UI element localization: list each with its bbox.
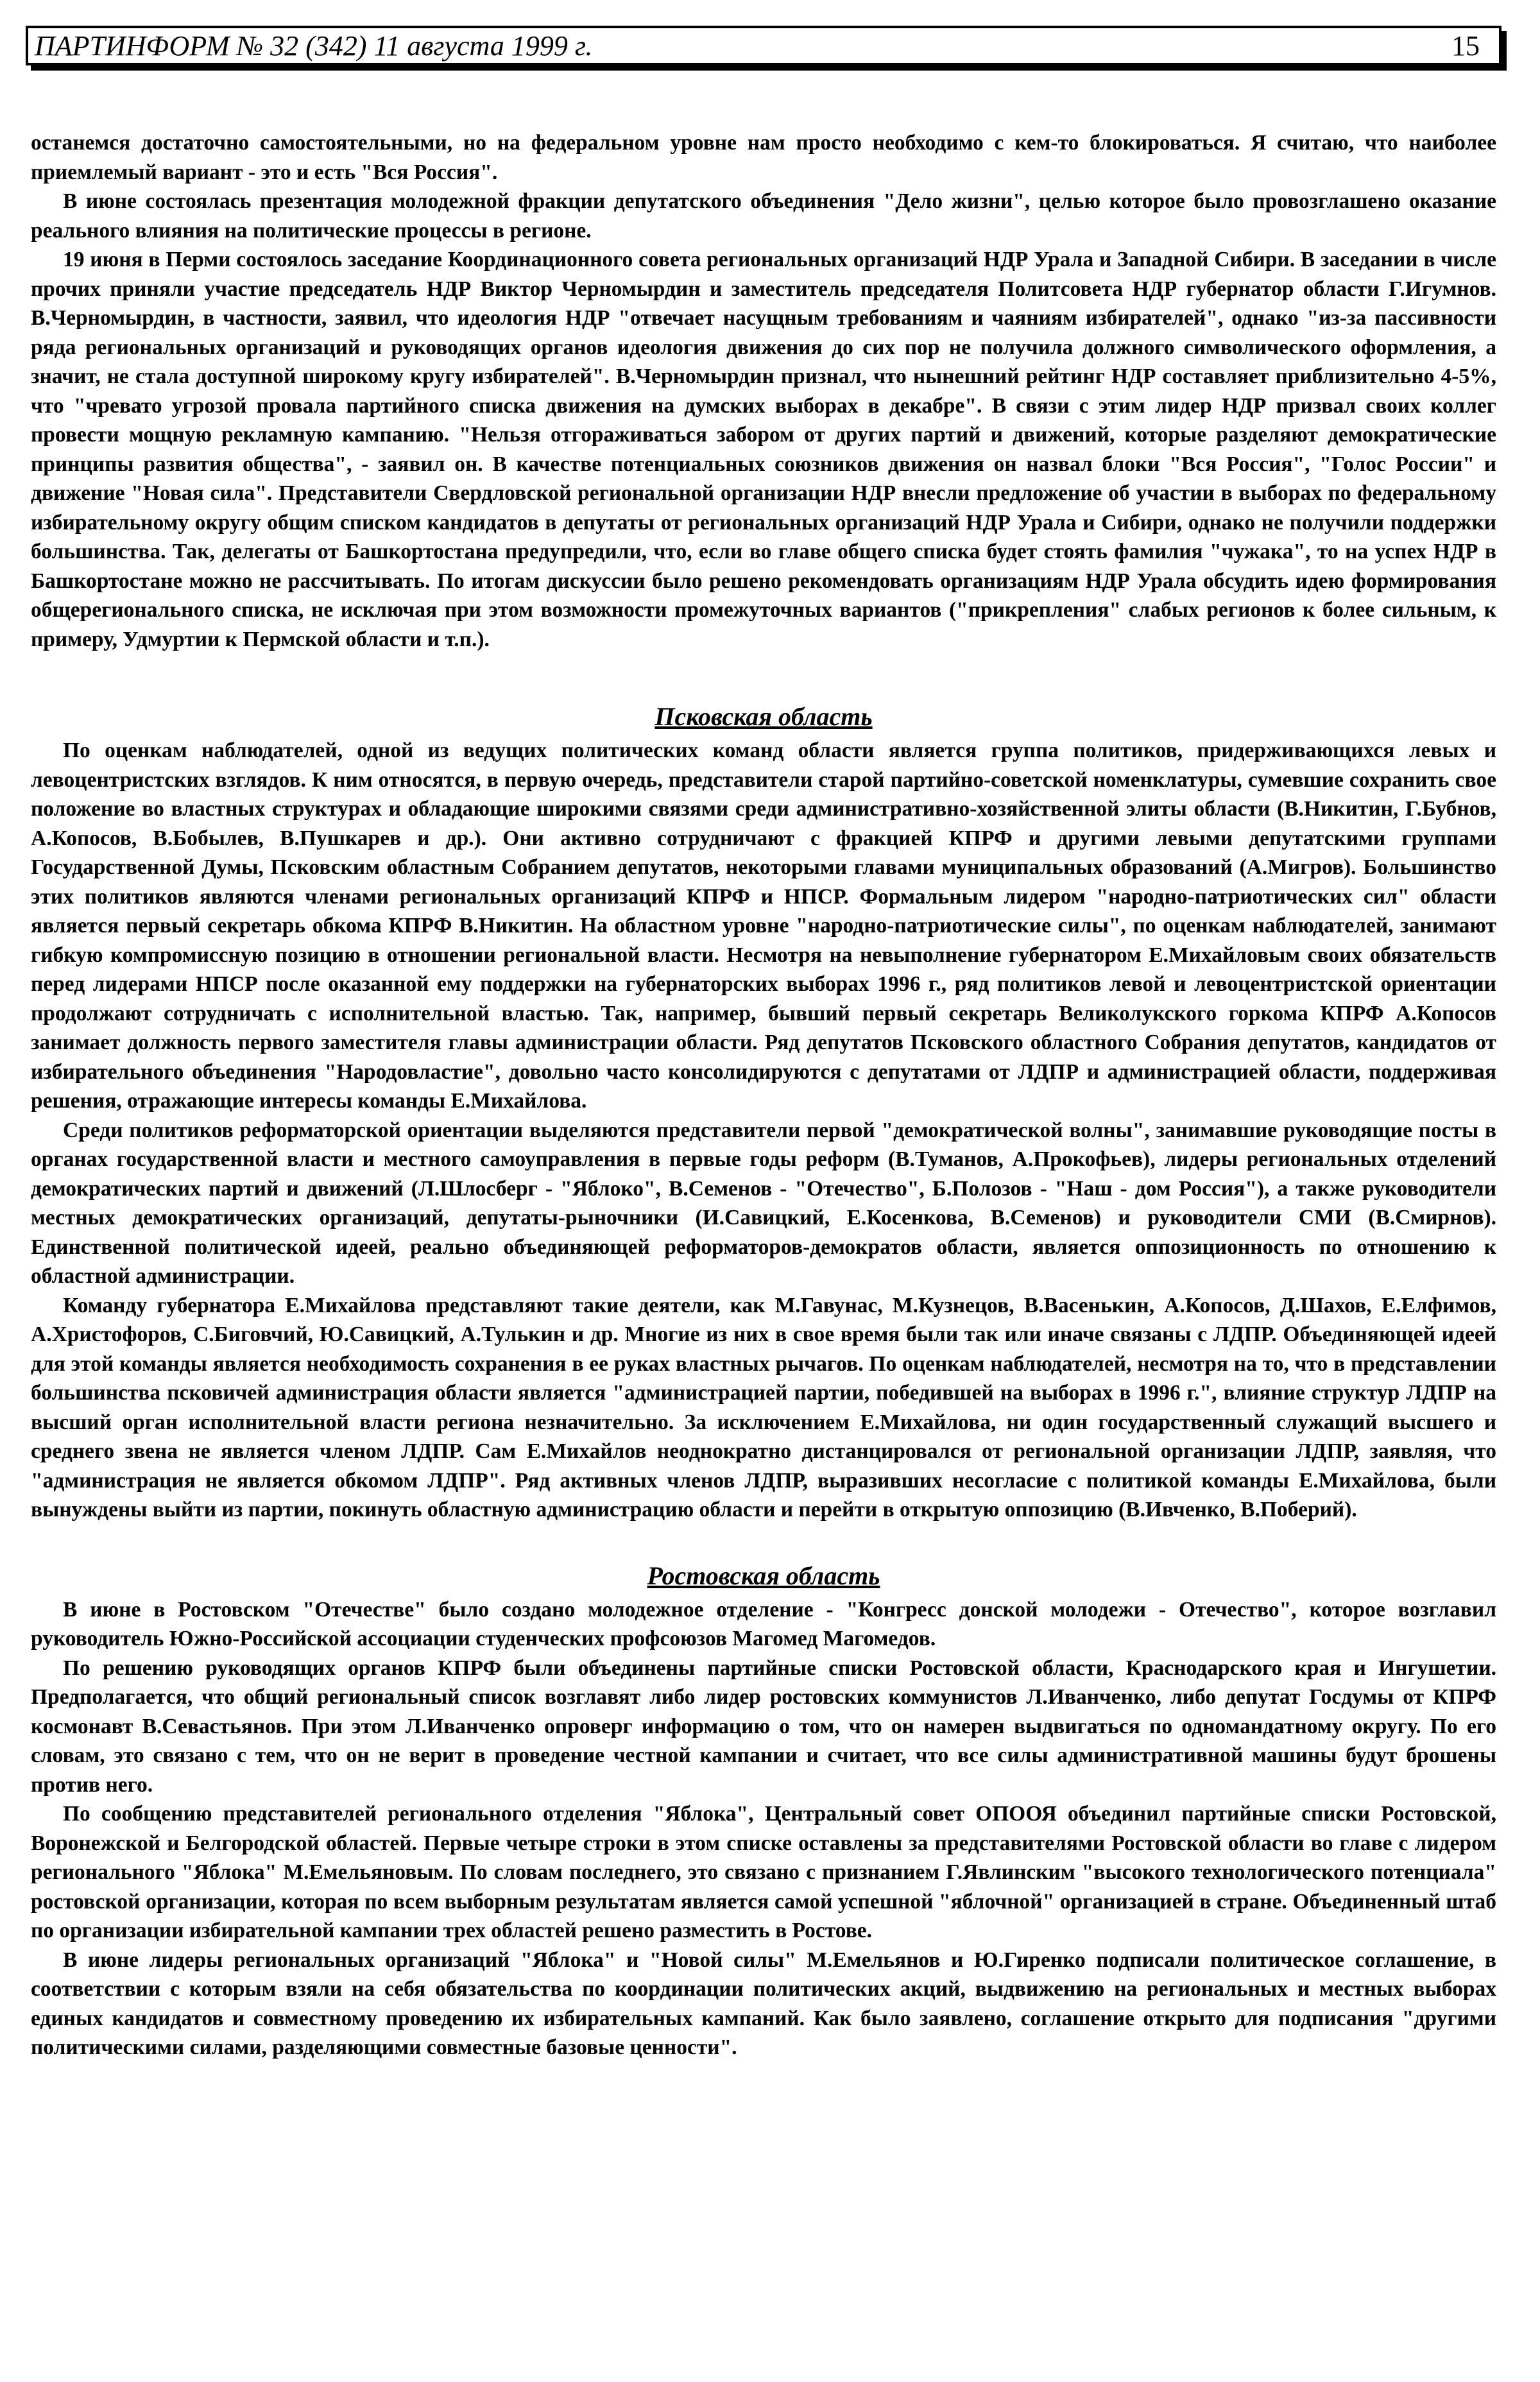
section-heading-pskov: Псковская область xyxy=(654,702,873,731)
paragraph: останемся достаточно самостоятельными, но на федеральном уровне нам просто необходимо с кем-то блокироваться. Я считаю, что наиболее приемлемый вариант - это и есть "Вся Россия". xyxy=(31,131,1496,184)
section-heading-rostov: Ростовская область xyxy=(647,1561,880,1590)
article-body xyxy=(31,128,1496,2062)
paragraph: По решению руководящих органов КПРФ были объединены партийные списки Ростовской области, Краснодарского края и Ингушетии. Предполагается, что общий региональный список возглавят либо лидер ростовских коммунистов Л.Иванченко, либо депутат Госдумы от КПРФ космонавт В.Севастьянов. При этом Л.Иванченко опроверг информацию о том, что он намерен выдвигаться по одномандатному округу. По его словам, это связано с тем, что он не верит в проведение честной кампании и считает, что все силы административной машины будут брошены против него. xyxy=(31,1656,1496,1797)
publication-title: ПАРТИНФОРМ № 32 (342) 11 августа 1999 г. xyxy=(35,30,593,62)
paragraph: В июне в Ростовском "Отечестве" было создано молодежное отделение - "Конгресс донской молодежи - Отечество", которое возглавил руководитель Южно-Российской ассоциации студенческих профсоюзов Магомед Магомедов. xyxy=(31,1597,1496,1650)
paragraph: 19 июня в Перми состоялось заседание Координационного совета региональных организаций НДР Урала и Западной Сибири. В заседании в числе прочих приняли участие председатель НДР Виктор Черномырдин и заместитель председателя Политсовета НДР губернатор области Г.Игумнов. В.Черномырдин, в частности, заявил, что идеология НДР "отвечает насущным требованиям и чаяниям избирателей", однако "из-за пассивности ряда региональных организаций и руководящих органов идеология движения до сих пор не получила должного символического оформления, а значит, не стала доступной широкому кругу избирателей". В.Черномырдин признал, что нынешний рейтинг НДР составляет приблизительно 4-5%, что "чревато угрозой провала партийного списка движения на думских выборах в декабре". В связи с этим лидер НДР призвал своих коллег провести мощную рекламную кампанию. "Нельзя отгораживаться забором от других партий и движений, которые разделяют демократические принципы развития общества", - заявил он. В качестве потенциальных союзников движения он назвал блоки "Вся Россия", "Голос России" и движение "Новая сила". Представители Свердловской региональной организации НДР внесли предложение об участии в выборах по федеральному избирательному округу общим списком кандидатов в депутаты от региональных организаций НДР Урала и Сибири, однако не получили поддержки большинства. Так, делегаты от Башкортостана предупредили, что, если во главе общего списка будет стоять фамилия "чужака", то на успех НДР в Башкортостане можно не рассчитывать. По итогам дискуссии было решено рекомендовать организациям НДР Урала обсудить идею формирования общерегионального списка, не исключая при этом возможности промежуточных вариантов ("прикрепления" слабых регионов к более сильным, к примеру, Удмуртии к Пермской области и т.п.). xyxy=(31,248,1496,651)
paragraph: В июне лидеры региональных организаций "Яблока" и "Новой силы" М.Емельянов и Ю.Гиренко подписали политическое соглашение, в соответствии с которым взяли на себя обязательства по координации политических акций, выдвижению на региональных и местных выборах единых кандидатов и совместному проведению их избирательных кампаний. Как было заявлено, соглашение открыто для подписания "другими политическими силами, разделяющими совместные базовые ценности". xyxy=(31,1948,1496,2059)
paragraph: По оценкам наблюдателей, одной из ведущих политических команд области является группа политиков, придерживающихся левых и левоцентристских взглядов. К ним относятся, в первую очередь, представители старой партийно-советской номенклатуры, сумевшие сохранить свое положение во властных структурах и обладающие широкими связями среди административно-хозяйственной элиты области (В.Никитин, Г.Бубнов, А.Копосов, В.Бобылев, В.Пушкарев и др.). Они активно сотрудничают с фракцией КПРФ и другими левыми депутатскими группами Государственной Думы, Псковским областным Собранием депутатов, некоторыми главами муниципальных образований (А.Мигров). Большинство этих политиков являются членами региональных организаций КПРФ и НПСР. Формальным лидером "народно-патриотических сил" области является первый секретарь обкома КПРФ В.Никитин. На областном уровне "народно-патриотические силы", по оценкам наблюдателей, занимают гибкую компромиссную позицию в отношении региональной власти. Несмотря на невыполнение губернатором Е.Михайловым своих обязательств перед лидерами НПСР после оказанной ему поддержки на губернаторских выборах 1996 г., ряд политиков левой и левоцентристской ориентации продолжают сотрудничать с исполнительной властью. Так, например, бывший первый секретарь Великолукского горкома КПРФ А.Копосов занимает должность первого заместителя главы администрации области. Ряд депутатов Псковского областного Собрания депутатов, кандидатов от избирательного объединения "Народовластие", довольно часто консолидируются с депутатами от ЛДПР и администрацией области, поддерживая решения, отражающие интересы команды Е.Михайлова. xyxy=(31,739,1496,1113)
paragraph: Команду губернатора Е.Михайлова представляют такие деятели, как М.Гавунас, М.Кузнецов, В.Васенькин, А.Копосов, Д.Шахов, Е.Елфимов, А.Христофоров, С.Биговчий, Ю.Савицкий, А.Тулькин и др. Многие из них в свое время были так или иначе связаны с ЛДПР. Объединяющей идеей для этой команды является необходимость сохранения в ее руках властных рычагов. По оценкам наблюдателей, несмотря на то, что в представлении большинства псковичей администрация области является "администрацией партии, победившей на выборах в 1996 г.", влияние структур ЛДПР на высший орган исполнительной власти региона незначительно. За исключением Е.Михайлова, ни один государственный служащий высшего и среднего звена не является членом ЛДПР. Сам Е.Михайлов неоднократно дистанцировался от региональной организации ЛДПР, заявляя, что "администрация не является обкомом ЛДПР". Ряд активных членов ЛДПР, выразивших несогласие с политикой команды Е.Михайлова, были вынуждены выйти из партии, покинуть областную администрацию области и перейти в открытую оппозицию (В.Ивченко, В.Поберий). xyxy=(31,1293,1496,1521)
paragraph: По сообщению представителей регионального отделения "Яблока", Центральный совет ОПООЯ объединил партийные списки Ростовской, Воронежской и Белгородской областей. Первые четыре строки в этом списке оставлены за представителями Ростовской области во главе с лидером регионального "Яблока" М.Емельяновым. По словам последнего, это связано с признанием Г.Явлинским "высокого технологического потенциала" ростовской организации, которая по всем выборным результатам является самой успешной "яблочной" организацией в стране. Объединенный штаб по организации избирательной кампании трех областей решено разместить в Ростове. xyxy=(31,1802,1496,1942)
paragraph: В июне состоялась презентация молодежной фракции депутатского объединения "Дело жизни", целью которое было провозглашено оказание реального влияния на политические процессы в регионе. xyxy=(31,189,1496,243)
page-number: 15 xyxy=(1451,30,1480,62)
page-header xyxy=(26,26,1502,65)
paragraph: Среди политиков реформаторской ориентации выделяются представители первой "демократической волны", занимавшие руководящие посты в органах государственной власти и местного самоуправления в первые годы реформ (В.Туманов, А.Прокофьев), лидеры региональных отделений демократических партий и движений (Л.Шлосберг - "Яблоко", В.Семенов - "Отечество", Б.Полозов - "Наш - дом Россия"), а также руководители местных демократических организаций, депутаты-рыночники (И.Савицкий, Е.Косенкова, В.Семенов) и руководители СМИ (В.Смирнов). Единственной политической идеей, реально объединяющей реформаторов-демократов области, является оппозиционность по отношению к областной администрации. xyxy=(31,1118,1496,1288)
